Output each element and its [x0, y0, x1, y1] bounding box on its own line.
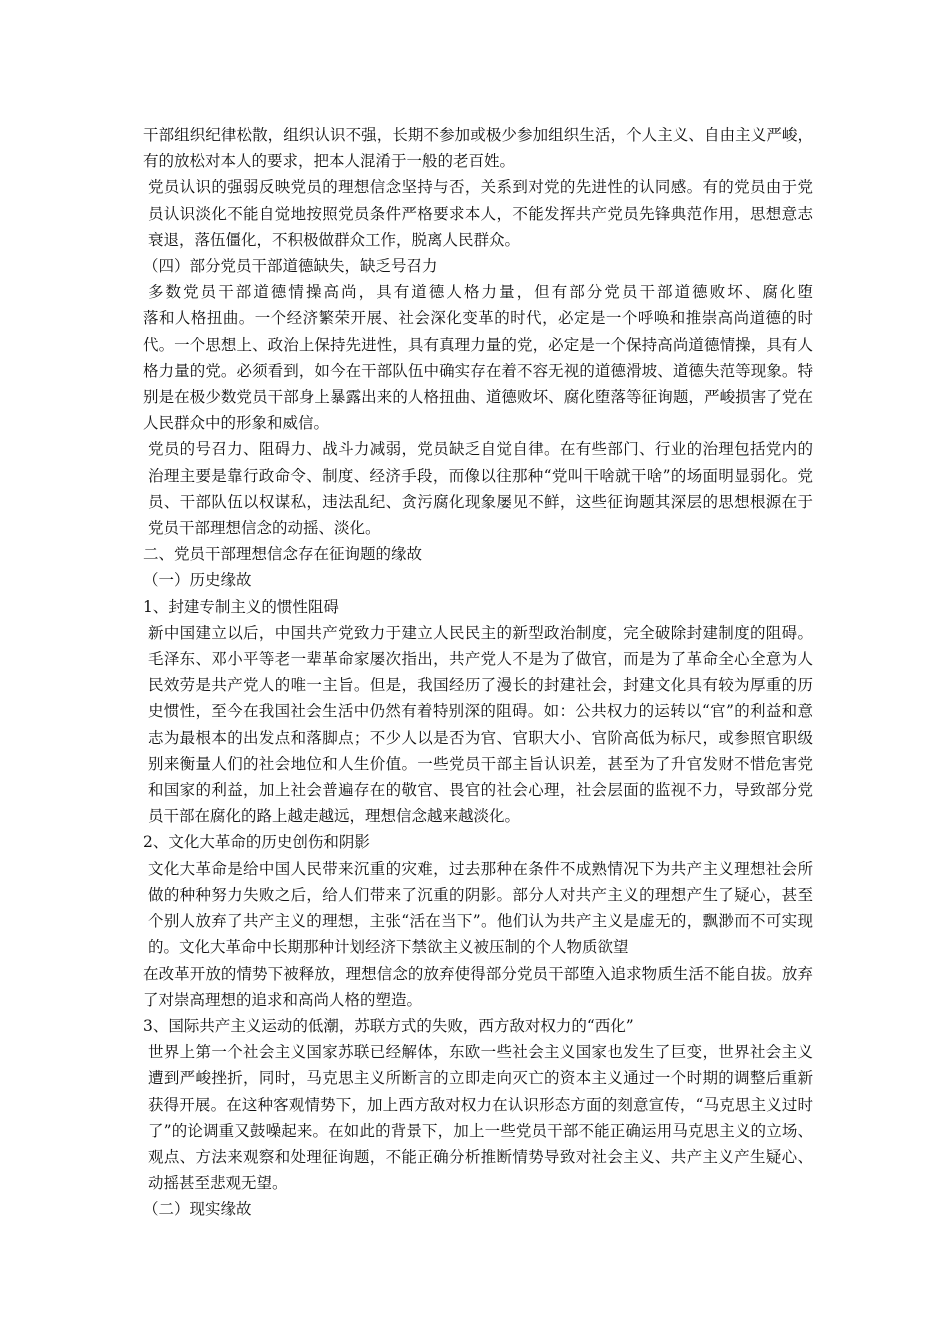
- paragraph: 落和人格扭曲。一个经济繁荣开展、社会深化变革的时代，必定是一个呼唤和推崇高尚道德的时代。一个思想上、政治上保持先进性，具有真理力量的党，必定是一个保持高尚道德情操，具有人格力量的党。必须看到，如今在干部队伍中确实存在着不容无视的道德滑坡、道德失范等现象。特别是在极少数党员干部身上暴露出来的人格扭曲、道德败坏、腐化堕落等征询题，严峻损害了党在人民群众中的形象和威信。: [143, 309, 813, 433]
- paragraph: 文化大革命是给中国人民带来沉重的灾难，过去那种在条件不成熟情况下为共产主义理想社会所做的种种努力失败之后，给人们带来了沉重的阴影。部分人对共产主义的理想产生了疑心，甚至个别人放弃了共产主义的理想，主张“活在当下”。他们认为共产主义是虚无的，飘渺而不可实现的。文化大革命中长期那种计划经济下禁欲主义被压制的个人物质欲望: [148, 859, 813, 957]
- section-heading: 二、党员干部理想信念存在征询题的缘故: [143, 545, 423, 564]
- paragraph: 新中国建立以后，中国共产党致力于建立人民民主的新型政治制度，完全破除封建制度的阻碍。毛泽东、邓小平等老一辈革命家屡次指出，共产党人不是为了做官，而是为了革命全心全意为人民效劳是共产党人的唯一主旨。但是，我国经历了漫长的封建社会，封建文化具有较为厚重的历史惯性，至今在我国社会生活中仍然有着特别深的阻碍。如：公共权力的运转以“官”的利益和意志为最根本的出发点和落脚点；不少人以是否为官、官职大小、官阶高低为标尺，或参照官职级别来衡量人们的社会地位和人生价值。一些党员干部主旨认识差，甚至为了升官发财不惜危害党和国家的利益，加上社会普遍存在的敬官、畏官的社会心理，社会层面的监视不力，导致部分党员干部在腐化的路上越走越远，理想信念越来越淡化。: [148, 623, 813, 826]
- paragraph: 多数党员干部道德情操高尚，具有道德人格力量，但有部分党员干部道德败坏、腐化堕: [148, 283, 813, 302]
- section-heading: 2、文化大革命的历史创伤和阴影: [143, 833, 370, 852]
- paragraph: 干部组织纪律松散，组织认识不强，长期不参加或极少参加组织生活，个人主义、自由主义严峻，有的放松对本人的要求，把本人混淆于一般的老百姓。: [143, 126, 813, 171]
- document-body: [143, 122, 813, 1223]
- section-heading: （二）现实缘故: [143, 1200, 252, 1219]
- paragraph: 党员的号召力、阻碍力、战斗力减弱，党员缺乏自觉自律。在有些部门、行业的治理包括党内的治理主要是靠行政命令、制度、经济手段，而像以往那种“党叫干啥就干啥”的场面明显弱化。党员、干部队伍以权谋私，违法乱纪、贪污腐化现象屡见不鲜，这些征询题其深层的思想根源在于党员干部理想信念的动摇、淡化。: [148, 440, 813, 538]
- section-heading: （一）历史缘故: [143, 571, 252, 590]
- section-heading: 3、国际共产主义运动的低潮，苏联方式的失败，西方敌对权力的“西化”: [143, 1016, 634, 1035]
- paragraph: 党员认识的强弱反映党员的理想信念坚持与否，关系到对党的先进性的认同感。有的党员由于党员认识淡化不能自觉地按照党员条件严格要求本人，不能发挥共产党员先锋典范作用，思想意志衰退，落伍僵化，不积极做群众工作，脱离人民群众。: [148, 178, 813, 249]
- section-heading: （四）部分党员干部道德缺失，缺乏号召力: [143, 257, 438, 276]
- paragraph: 世界上第一个社会主义国家苏联已经解体，东欧一些社会主义国家也发生了巨变，世界社会主义遭到严峻挫折，同时，马克思主义所断言的立即走向灭亡的资本主义通过一个时期的调整后重新获得开展。在这种客观情势下，加上西方敌对权力在认识形态方面的刻意宣传，“马克思主义过时了”的论调重又鼓噪起来。在如此的背景下，加上一些党员干部不能正确运用马克思主义的立场、观点、方法来观察和处理征询题，不能正确分析推断情势导致对社会主义、共产主义产生疑心、动摇甚至悲观无望。: [148, 1043, 813, 1193]
- section-heading: 1、封建专制主义的惯性阻碍: [143, 597, 339, 616]
- paragraph: 在改革开放的情势下被释放，理想信念的放弃使得部分党员干部堕入追求物质生活不能自拔。放弃了对崇高理想的追求和高尚人格的塑造。: [143, 964, 813, 1009]
